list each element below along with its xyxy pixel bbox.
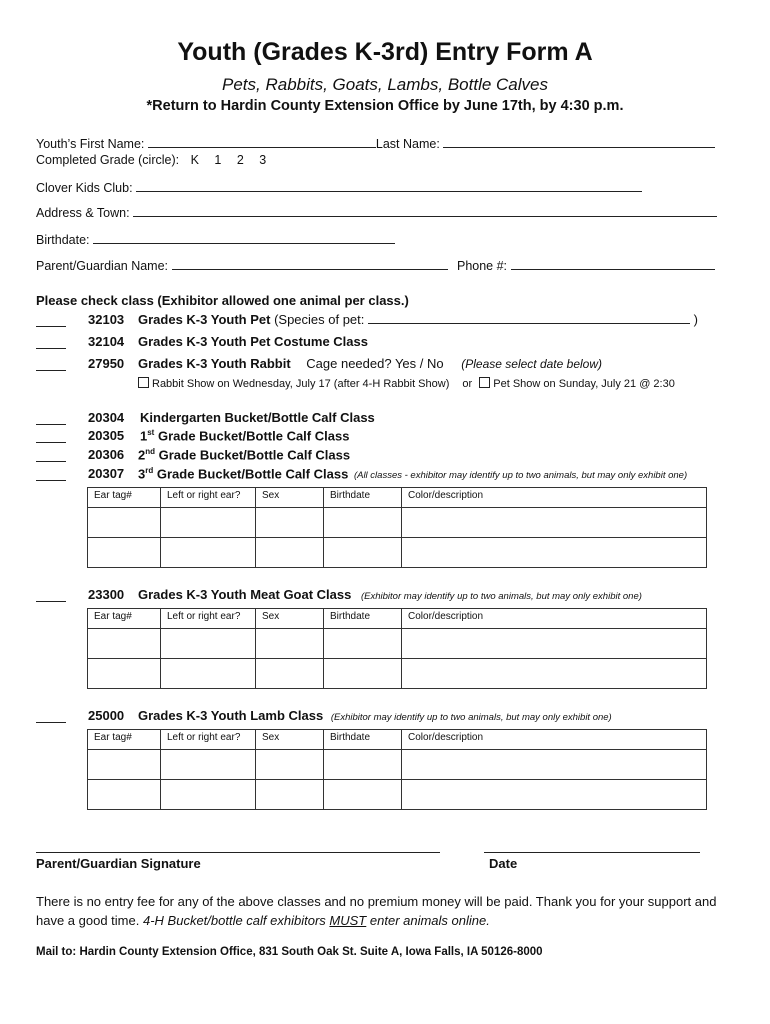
cell-input[interactable] (324, 750, 402, 780)
rabbit-class-code: 27950 (88, 356, 125, 371)
calf-animal-table (87, 487, 707, 568)
cell-input[interactable] (402, 508, 707, 538)
cell-input[interactable] (402, 750, 707, 780)
pet-show-option: Pet Show on Sunday, July 21 @ 2:30 (493, 378, 675, 390)
cell-input[interactable] (256, 538, 324, 568)
cell-input[interactable] (324, 538, 402, 568)
table-row (88, 659, 707, 689)
calf-1-grade: 1 (140, 428, 148, 444)
cell-input[interactable] (324, 659, 402, 689)
col-ear-side: Left or right ear? (161, 730, 256, 750)
cell-input[interactable] (256, 508, 324, 538)
lamb-class-code: 25000 (88, 708, 125, 723)
calf-2-class-name: Grade Bucket/Bottle Calf Class (158, 447, 351, 463)
cell-input[interactable] (88, 659, 161, 689)
goat-class-code: 23300 (88, 587, 125, 602)
costume-class-name: Grades K-3 Youth Pet Costume Class (138, 334, 368, 349)
pet-species-label: (Species of pet: (274, 312, 365, 327)
table-row (88, 538, 707, 568)
calf-2-check-blank[interactable] (36, 460, 66, 462)
cell-input[interactable] (402, 659, 707, 689)
pet-class-code: 32103 (88, 312, 125, 327)
parent-row (36, 258, 715, 273)
birthdate-row (36, 232, 395, 247)
birthdate-label: Birthdate: (36, 233, 90, 247)
birthdate-field[interactable] (93, 232, 395, 244)
pet-check-blank[interactable] (36, 325, 66, 327)
pet-class (138, 312, 698, 327)
cell-input[interactable] (256, 750, 324, 780)
calf-2-grade: 2 (138, 447, 146, 463)
class-heading: Please check class (Exhibitor allowed one animal per class.) (36, 293, 409, 308)
address-row (36, 205, 717, 220)
cell-input[interactable] (402, 629, 707, 659)
calf-1-class-name: Grade Bucket/Bottle Calf Class (157, 428, 350, 444)
lamb-animal-table (87, 729, 707, 810)
first-name-field[interactable] (148, 136, 376, 148)
online-text-pre: 4-H Bucket/bottle calf exhibitors (142, 913, 326, 928)
rabbit-or-text: or (462, 378, 473, 390)
online-must: MUST (329, 913, 367, 928)
cell-input[interactable] (161, 508, 256, 538)
cell-input[interactable] (402, 780, 707, 810)
first-name-label: Youth’s First Name: (36, 137, 145, 151)
club-label: Clover Kids Club: (36, 181, 133, 195)
calf-k-check-blank[interactable] (36, 423, 66, 425)
calf-note: (All classes - exhibitor may identify up to two animals, but may only exhibit one) (353, 470, 688, 482)
col-color: Color/description (402, 730, 707, 750)
col-ear-tag: Ear tag# (88, 488, 161, 508)
lamb-note: (Exhibitor may identify up to two animals, but may only exhibit one) (330, 712, 612, 723)
cell-input[interactable] (402, 538, 707, 568)
goat-animal-table (87, 608, 707, 689)
table-header-row (88, 609, 707, 629)
rabbit-class (138, 356, 602, 371)
grade-label: Completed Grade (circle): (36, 153, 180, 167)
form-title: Youth (Grades K-3rd) Entry Form A (177, 38, 593, 66)
calf-3-class (138, 466, 687, 481)
grade-row (36, 153, 266, 167)
calf-3-grade: 3 (138, 466, 146, 482)
col-ear-tag: Ear tag# (88, 609, 161, 629)
name-row (36, 136, 715, 151)
lamb-check-blank[interactable] (36, 721, 66, 723)
cell-input[interactable] (88, 538, 161, 568)
last-name-label: Last Name: (375, 137, 440, 151)
table-row (88, 780, 707, 810)
cell-input[interactable] (256, 780, 324, 810)
grade-option-2[interactable]: 2 (236, 153, 244, 167)
col-ear-tag: Ear tag# (88, 730, 161, 750)
calf-3-code: 20307 (88, 466, 125, 481)
col-sex: Sex (256, 488, 324, 508)
cell-input[interactable] (324, 629, 402, 659)
grade-option-k[interactable]: K (190, 153, 199, 167)
pet-species-close: ) (693, 312, 698, 327)
cell-input[interactable] (324, 780, 402, 810)
col-color: Color/description (402, 488, 707, 508)
cell-input[interactable] (161, 538, 256, 568)
signature-label: Parent/Guardian Signature (36, 856, 201, 871)
cell-input[interactable] (88, 508, 161, 538)
cage-needed[interactable]: Cage needed? Yes / No (306, 356, 444, 371)
costume-check-blank[interactable] (36, 347, 66, 349)
calf-3-class-name: Grade Bucket/Bottle Calf Class (156, 466, 349, 482)
col-ear-side: Left or right ear? (161, 609, 256, 629)
table-row (88, 629, 707, 659)
cell-input[interactable] (161, 780, 256, 810)
form-subtitle: Pets, Rabbits, Goats, Lambs, Bottle Calves (222, 75, 548, 94)
calf-1-suffix: st (147, 428, 155, 437)
mail-address: Mail to: Hardin County Extension Office, 831 South Oak St. Suite A, Iowa Falls, IA 50126-8000 (36, 946, 543, 958)
cell-input[interactable] (161, 659, 256, 689)
rabbit-class-name: Grades K-3 Youth Rabbit (138, 356, 291, 371)
parent-name-field[interactable] (172, 258, 448, 270)
calf-1-code: 20305 (88, 428, 125, 443)
cell-input[interactable] (161, 629, 256, 659)
address-field[interactable] (133, 205, 717, 217)
lamb-class-name: Grades K-3 Youth Lamb Class (138, 708, 324, 723)
col-color: Color/description (402, 609, 707, 629)
club-field[interactable] (136, 180, 642, 192)
table-header-row (88, 488, 707, 508)
cell-input[interactable] (88, 780, 161, 810)
address-label: Address & Town: (36, 206, 130, 220)
calf-2-suffix: nd (145, 447, 156, 456)
col-sex: Sex (256, 730, 324, 750)
calf-k-class-name: Kindergarten Bucket/Bottle Calf Class (140, 410, 375, 425)
calf-3-suffix: rd (145, 466, 154, 475)
goat-check-blank[interactable] (36, 600, 66, 602)
date-line[interactable] (484, 851, 700, 853)
cell-input[interactable] (88, 750, 161, 780)
table-header-row (88, 730, 707, 750)
pet-show-checkbox[interactable] (479, 377, 490, 388)
fee-text: There is no entry fee for any of the above classes and no premium money will be paid. Thank you for your support and have a good time. (36, 894, 717, 928)
goat-class (138, 587, 642, 602)
pet-species-field[interactable] (368, 312, 690, 324)
cell-input[interactable] (256, 659, 324, 689)
calf-3-check-blank[interactable] (36, 479, 66, 481)
costume-class-code: 32104 (88, 334, 125, 349)
lamb-class (138, 708, 612, 723)
goat-class-name: Grades K-3 Youth Meat Goat Class (138, 587, 352, 602)
phone-field[interactable] (511, 258, 715, 270)
phone-label: Phone #: (456, 259, 508, 273)
fee-paragraph (36, 892, 726, 930)
table-row (88, 508, 707, 538)
col-birthdate: Birthdate (324, 488, 402, 508)
calf-2-class (138, 447, 350, 462)
col-ear-side: Left or right ear? (161, 488, 256, 508)
calf-k-code: 20304 (88, 410, 125, 425)
rabbit-show-option: Rabbit Show on Wednesday, July 17 (after 4-H Rabbit Show) (152, 378, 450, 390)
rabbit-select-note: (Please select date below) (461, 357, 602, 371)
rabbit-show-checkbox[interactable] (138, 377, 149, 388)
calf-1-class (140, 428, 349, 443)
calf-1-check-blank[interactable] (36, 441, 66, 443)
goat-note: (Exhibitor may identify up to two animals, but may only exhibit one) (360, 591, 642, 602)
parent-name-label: Parent/Guardian Name: (36, 259, 169, 273)
last-name-field[interactable] (443, 136, 715, 148)
rabbit-date-options (138, 377, 675, 390)
col-birthdate: Birthdate (324, 730, 402, 750)
cell-input[interactable] (88, 629, 161, 659)
col-birthdate: Birthdate (324, 609, 402, 629)
cell-input[interactable] (256, 629, 324, 659)
rabbit-check-blank[interactable] (36, 369, 66, 371)
calf-2-code: 20306 (88, 447, 125, 462)
club-row (36, 180, 642, 195)
return-deadline: *Return to Hardin County Extension Office by June 17th, by 4:30 p.m. (146, 98, 624, 114)
online-text-post: enter animals online. (369, 913, 490, 928)
col-sex: Sex (256, 609, 324, 629)
pet-class-name: Grades K-3 Youth Pet (138, 312, 271, 327)
grade-option-1[interactable]: 1 (214, 153, 222, 167)
signature-line[interactable] (36, 851, 440, 853)
grade-option-3[interactable]: 3 (259, 153, 267, 167)
table-row (88, 750, 707, 780)
cell-input[interactable] (324, 508, 402, 538)
cell-input[interactable] (161, 750, 256, 780)
date-label: Date (489, 856, 518, 871)
